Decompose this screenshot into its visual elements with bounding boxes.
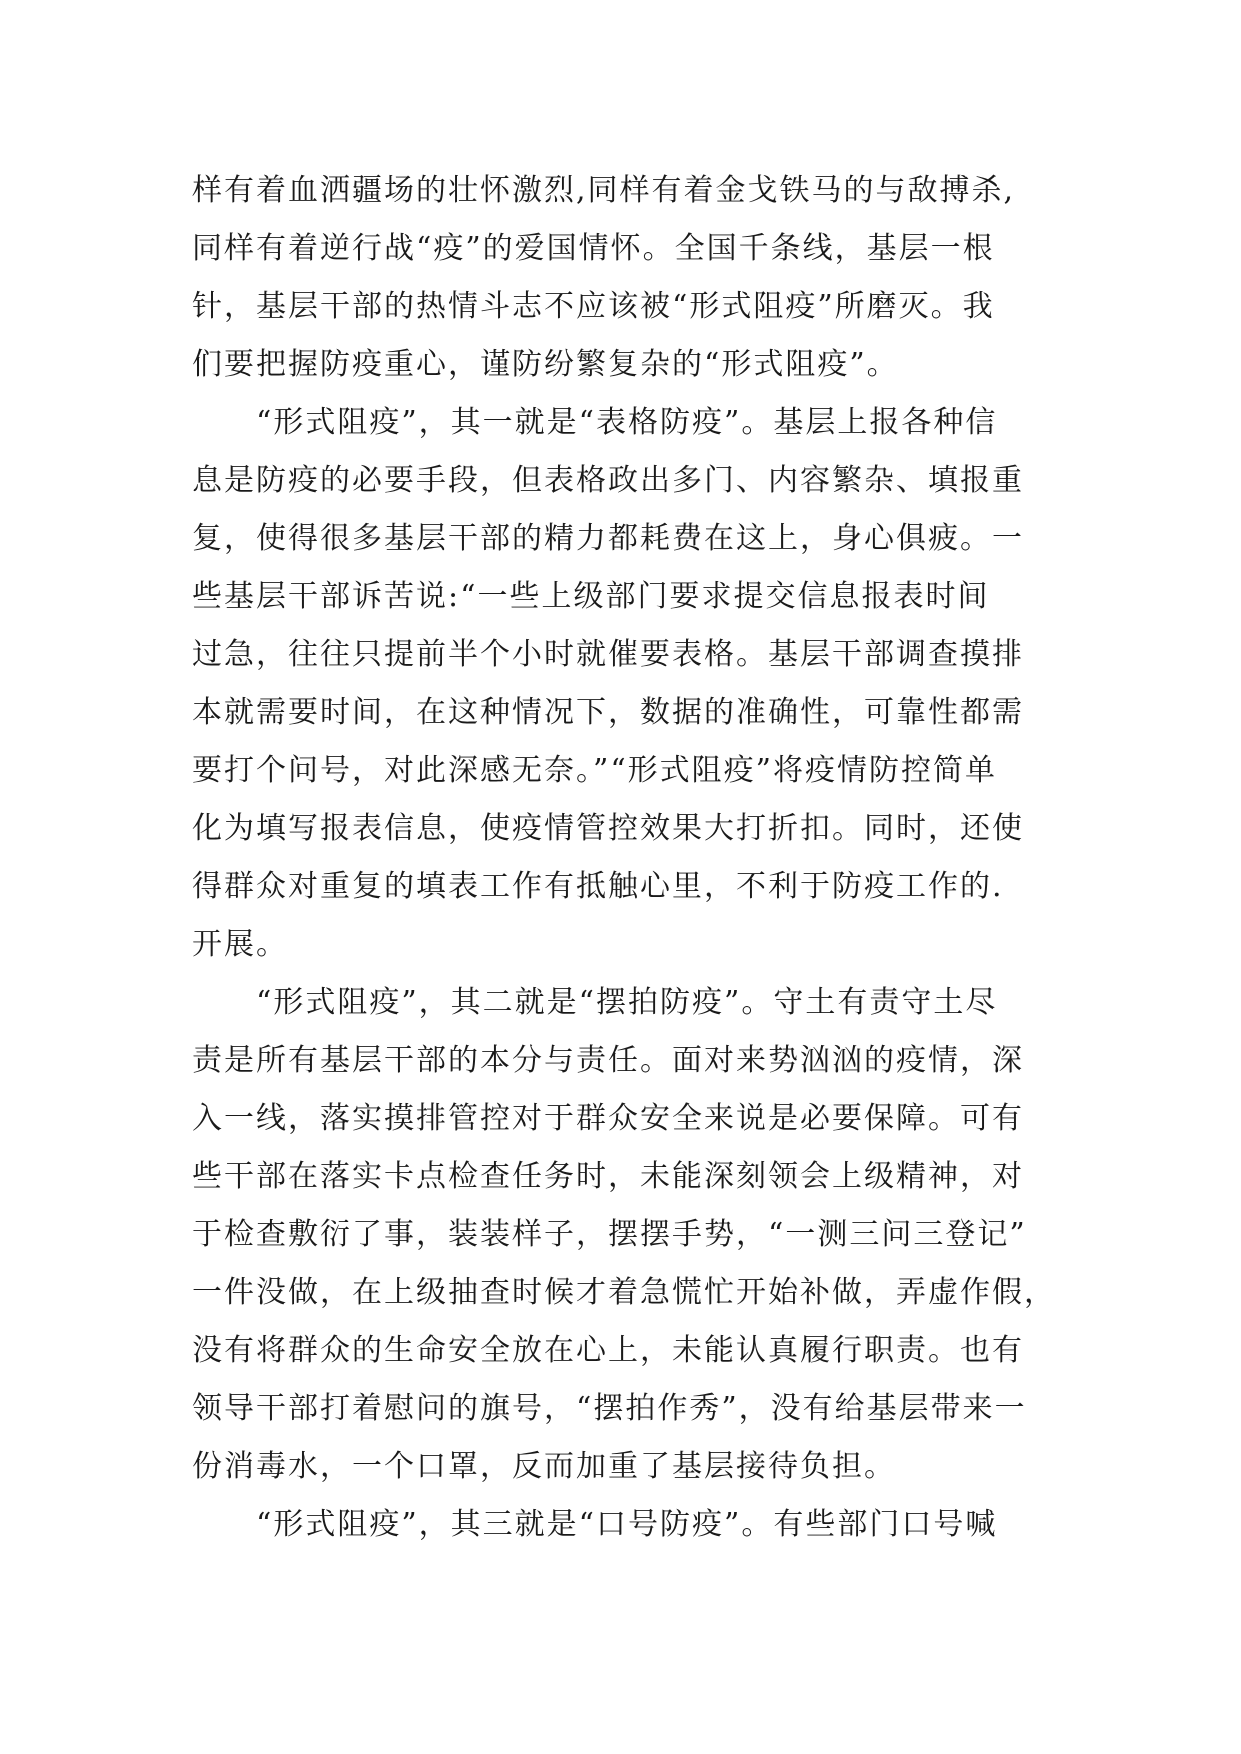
text-line: 化为填写报表信息，使疫情管控效果大打折扣。同时，还使 [192, 811, 1024, 846]
text-line: 过急，往往只提前半个小时就催要表格。基层干部调查摸排 [192, 637, 1024, 672]
text-line: 领导干部打着慰问的旗号，“摆拍作秀”，没有给基层带来一 [192, 1391, 1027, 1426]
text-line: 于检查敷衍了事，装装样子，摆摆手势，“一测三问三登记” [192, 1217, 1027, 1252]
paragraph-first-line: “形式阻疫”，其一就是“表格防疫”。基层上报各种信 [256, 405, 998, 440]
text-line: 本就需要时间，在这种情况下，数据的准确性，可靠性都需 [192, 695, 1024, 730]
text-line: 一件没做，在上级抽查时候才着急慌忙开始补做，弄虚作假， [192, 1275, 1056, 1310]
text-line: 份消毒水，一个口罩，反而加重了基层接待负担。 [192, 1449, 896, 1484]
paragraph-first-line: “形式阻疫”，其三就是“口号防疫”。有些部门口号喊 [256, 1507, 998, 1542]
text-line: 责是所有基层干部的本分与责任。面对来势汹汹的疫情，深 [192, 1043, 1024, 1078]
text-line: 复，使得很多基层干部的精力都耗费在这上，身心俱疲。一 [192, 521, 1024, 556]
text-line: 些干部在落实卡点检查任务时，未能深刻领会上级精神，对 [192, 1159, 1024, 1194]
text-line: 们要把握防疫重心，谨防纷繁复杂的“形式阻疫”。 [192, 347, 899, 382]
text-line: 要打个问号，对此深感无奈。”“形式阻疫”将疫情防控简单 [192, 753, 998, 788]
text-line: 息是防疫的必要手段，但表格政出多门、内容繁杂、填报重 [192, 463, 1024, 498]
text-line: 得群众对重复的填表工作有抵触心里，不利于防疫工作的. [192, 869, 1004, 904]
text-line: 开展。 [192, 927, 288, 962]
text-line: 些基层干部诉苦说:“一些上级部门要求提交信息报表时间 [192, 579, 990, 614]
text-line: 入一线，落实摸排管控对于群众安全来说是必要保障。可有 [192, 1101, 1024, 1136]
text-line: 样有着血洒疆场的壮怀激烈,同样有着金戈铁马的与敌搏杀, [192, 173, 1016, 208]
text-line: 针，基层干部的热情斗志不应该被“形式阻疫”所磨灭。我 [192, 289, 995, 324]
body-text [192, 162, 1092, 1554]
text-line: 同样有着逆行战“疫”的爱国情怀。全国千条线，基层一根 [192, 231, 995, 266]
paragraph-first-line: “形式阻疫”，其二就是“摆拍防疫”。守土有责守土尽 [256, 985, 998, 1020]
text-line: 没有将群众的生命安全放在心上，未能认真履行职责。也有 [192, 1333, 1024, 1368]
